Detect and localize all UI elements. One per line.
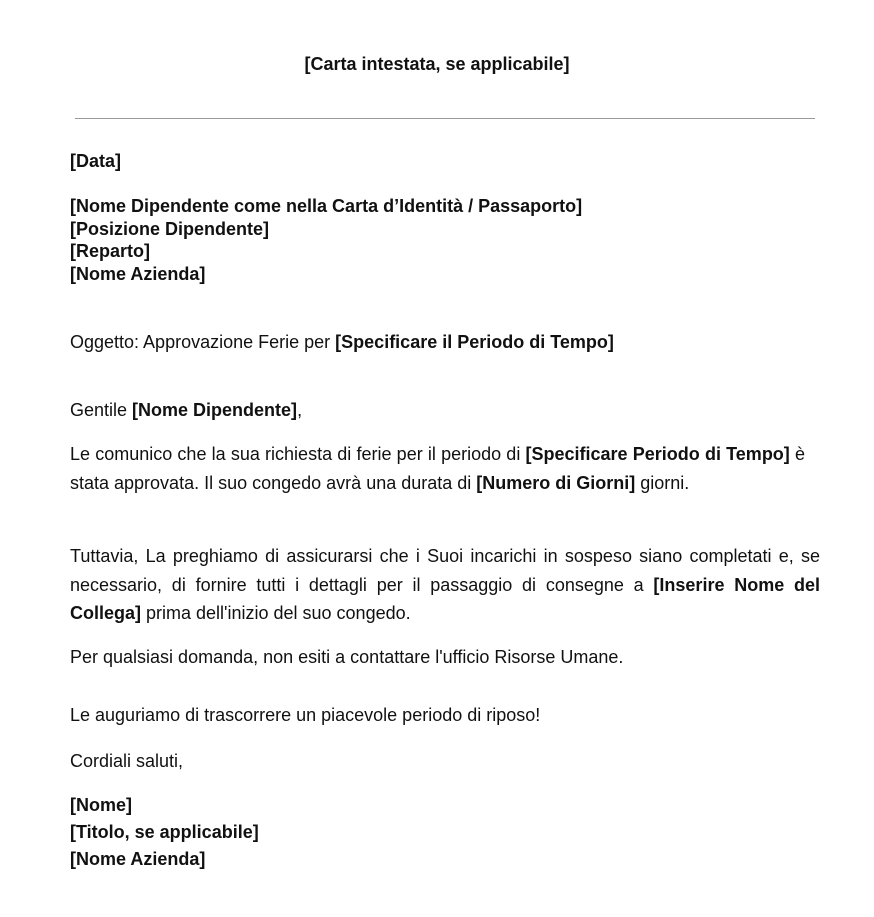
greeting [70, 398, 820, 422]
paragraph1-part2: è stata approvata. Il suo congedo avrà una durata di [70, 444, 805, 493]
recipient-company: [Nome Azienda] [70, 263, 206, 284]
paragraph2-colleague: [Inserire Nome del Collega] [70, 574, 820, 623]
letterhead: [Carta intestata, se applicabile] [304, 54, 570, 74]
paragraph2-part2: prima dell'inizio del suo congedo. [141, 603, 411, 623]
signature-company: [Nome Azienda] [70, 849, 206, 869]
subject-line [70, 330, 820, 354]
recipient-department: [Reparto] [70, 241, 150, 261]
paragraph-approval [70, 440, 805, 497]
paragraph1-part3: giorni. [635, 472, 690, 493]
paragraph-handover [70, 542, 820, 628]
greeting-suffix: , [297, 400, 303, 420]
header-divider [75, 118, 815, 119]
signature-block [70, 792, 820, 873]
paragraph2-part1: Tuttavia, La preghiamo di assicurarsi che i Suoi incarichi in sospeso siano completati e, se necessario, di fornire tutti i dettagli per il passaggio di consegne a [70, 546, 820, 595]
subject-period: [Specificare il Periodo di Tempo] [335, 332, 614, 352]
paragraph1-days: [Numero di Giorni] [476, 472, 636, 493]
greeting-prefix: Gentile [70, 400, 133, 420]
paragraph1-period: [Specificare Periodo di Tempo] [525, 444, 790, 464]
greeting-name: [Nome Dipendente] [132, 400, 298, 420]
date-field: [Data] [70, 151, 122, 171]
paragraph1-part1: Le comunico che la sua richiesta di ferie per il periodo di [70, 444, 526, 464]
recipient-block [70, 195, 820, 285]
closing-line: Cordiali saluti, [70, 751, 184, 771]
recipient-position: [Posizione Dipendente] [70, 218, 270, 239]
signature-title: [Titolo, se applicabile] [70, 822, 259, 842]
recipient-name: [Nome Dipendente come nella Carta d’Identità / Passaporto] [70, 196, 583, 216]
paragraph-contact: Per qualsiasi domanda, non esiti a contattare l'ufficio Risorse Umane. [70, 647, 624, 667]
subject-prefix: Oggetto: Approvazione Ferie per [70, 332, 336, 352]
wishes-line: Le auguriamo di trascorrere un piacevole periodo di riposo! [70, 705, 541, 725]
signature-name: [Nome] [70, 795, 132, 815]
